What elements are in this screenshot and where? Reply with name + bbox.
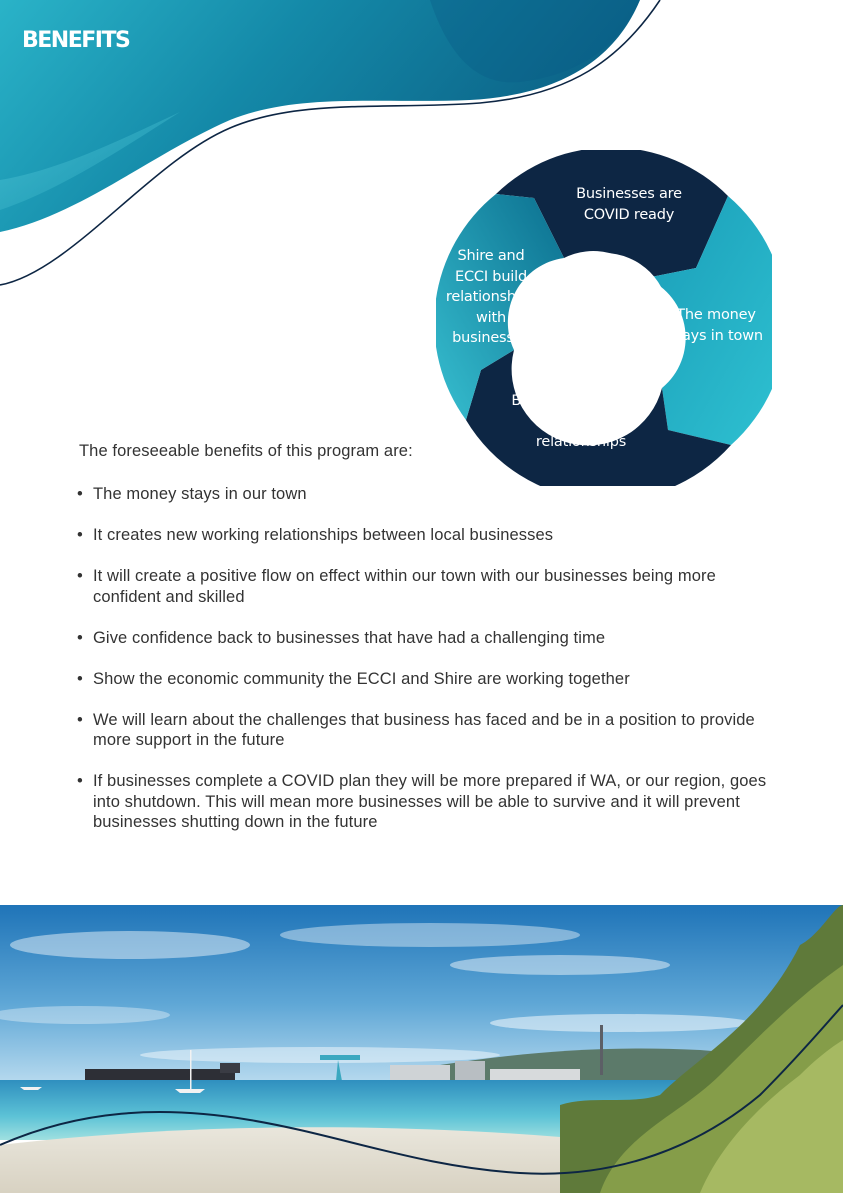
benefit-text: It creates new working relationships between local businesses — [93, 526, 554, 544]
benefit-item — [77, 669, 782, 690]
benefit-item — [77, 628, 782, 649]
bullet-icon: • — [77, 567, 83, 585]
coastal-harbour-photo — [0, 905, 843, 1193]
benefits-list — [77, 484, 782, 853]
cycle-label-covid-ready: Businesses are COVID ready — [576, 186, 682, 223]
benefit-item — [77, 710, 782, 751]
bullet-icon: • — [77, 772, 83, 790]
benefit-text: If businesses complete a COVID plan they will be more prepared if WA, or our region, goes into shutdown. This will mean more businesses will be able to survive and it will prevent businesses shutting down in the future — [93, 772, 767, 831]
bullet-icon: • — [77, 669, 83, 688]
benefits-intro: The foreseeable benefits of this program are: — [79, 442, 413, 460]
benefit-item — [77, 484, 782, 505]
benefit-text: We will learn about the challenges that business has faced and be in a position to provide more support in the future — [93, 710, 755, 749]
page-title: BENEFITS — [22, 28, 130, 53]
benefit-item — [77, 771, 782, 833]
benefit-item — [77, 566, 782, 607]
benefit-text: It will create a positive flow on effect within our town with our businesses being more confident and skilled — [93, 567, 716, 606]
bullet-icon: • — [77, 628, 83, 647]
benefit-item — [77, 525, 782, 546]
cycle-label-shire-ecci: Shire and ECCI build relationships with businesses — [445, 248, 537, 346]
cycle-label-money-stays: The money stays in town — [669, 307, 763, 344]
cycle-label-connect: Businesses connect and build relationships — [511, 393, 651, 450]
benefit-text: The money stays in our town — [93, 485, 307, 503]
bullet-icon: • — [77, 710, 83, 729]
bullet-icon: • — [77, 526, 83, 544]
benefit-text: Give confidence back to businesses that have had a challenging time — [93, 628, 606, 647]
bullet-icon: • — [77, 485, 83, 503]
benefit-text: Show the economic community the ECCI and Shire are working together — [93, 669, 630, 688]
